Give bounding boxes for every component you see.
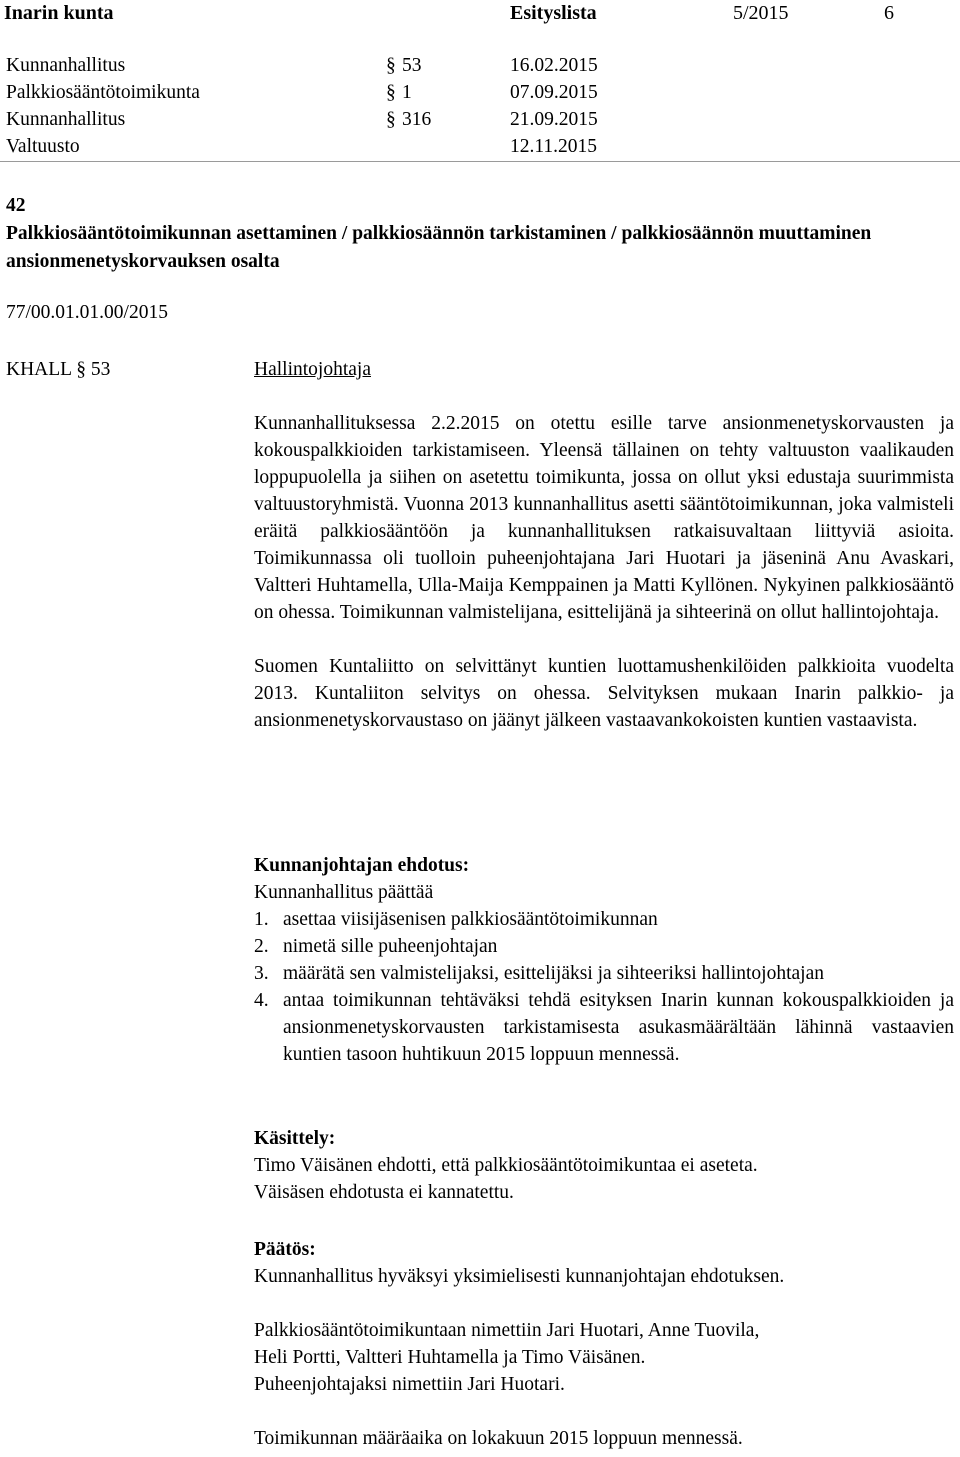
section-sign: §	[386, 109, 396, 130]
handling-line-1: Timo Väisänen ehdotti, että palkkiosääntötoimikuntaa ei aseteta.	[254, 1155, 758, 1176]
decision-heading: Päätös:	[254, 1239, 316, 1260]
document-type: Esityslista	[510, 2, 597, 24]
section-body: Kunnanhallitus	[6, 109, 126, 130]
section-date: 21.09.2015	[510, 109, 598, 130]
preparer-link[interactable]: Hallintojohtaja	[254, 359, 371, 380]
issue-number: 5/2015	[733, 2, 789, 24]
decision-chair: Puheenjohtajaksi nimettiin Jari Huotari.	[254, 1374, 565, 1395]
section-row	[6, 106, 646, 133]
section-sign: §	[386, 82, 396, 103]
decision-deadline: Toimikunnan määräaika on lokakuun 2015 loppuun mennessä.	[254, 1428, 743, 1449]
decision-members-2: Heli Portti, Valtteri Huhtamella ja Timo Väisänen.	[254, 1347, 646, 1368]
background-paragraph-1: Kunnanhallituksessa 2.2.2015 on otettu esille tarve ansionmenetyskorvausten ja kokouspalkkioiden tarkistamiseen. Yleensä tällainen on tehty valtuuston vaalikauden loppupuolella ja siihen on asetettu toimikunta, jossa on ollut yksi edustaja suurimmista valtuustoryhmistä. Vuonna 2013 kunnanhallitus asetti sääntötoimikunnan, joka valmisteli eräitä palkkiosääntöön ja kunnanhallituksen ratkaisuvaltaan liittyviä asioita. Toimikunnassa oli tuolloin puheenjohtajana Jari Huotari ja jäseninä Anu Avaskari, Valtteri Huhtamella, Ulla-Maija Kemppainen ja Matti Kyllönen. Nykyinen palkkiosääntö on ohessa. Toimikunnan valmistelijana, esittelijänä ja sihteerinä on ollut hallintojohtaja.	[254, 413, 954, 623]
section-number: 316	[402, 109, 432, 130]
proposal-section	[254, 852, 954, 1068]
khall-reference: KHALL § 53	[6, 359, 111, 380]
item-number: 42	[6, 195, 26, 216]
section-body: Kunnanhallitus	[6, 55, 126, 76]
section-body: Palkkiosääntötoimikunta	[6, 82, 200, 103]
proposal-item-text: asettaa viisijäsenisen palkkiosääntötoimikunnan	[283, 909, 658, 930]
handling-section	[254, 1125, 954, 1206]
background-section	[254, 410, 954, 734]
section-sign: §	[386, 55, 396, 76]
proposal-item-number: 4.	[254, 990, 269, 1011]
section-date: 16.02.2015	[510, 55, 598, 76]
proposal-item-number: 2.	[254, 936, 269, 957]
handling-heading: Käsittely:	[254, 1128, 336, 1149]
proposal-item-number: 1.	[254, 909, 269, 930]
header-divider	[0, 161, 960, 162]
section-number: 53	[402, 55, 422, 76]
section-row	[6, 133, 646, 160]
proposal-item	[254, 933, 954, 960]
section-row	[6, 79, 646, 106]
proposal-item	[254, 906, 954, 933]
decision-members-1: Palkkiosääntötoimikuntaan nimettiin Jari Huotari, Anne Tuovila,	[254, 1320, 760, 1341]
section-date: 12.11.2015	[510, 136, 598, 157]
proposal-heading: Kunnanjohtajan ehdotus:	[254, 855, 470, 876]
proposal-list	[254, 906, 954, 1068]
section-body: Valtuusto	[6, 136, 80, 157]
proposal-item-text: nimetä sille puheenjohtajan	[283, 936, 498, 957]
proposal-item	[254, 960, 954, 987]
section-number: 1	[402, 82, 412, 103]
proposal-item-number: 3.	[254, 963, 269, 984]
record-id: 77/00.01.01.00/2015	[6, 302, 168, 323]
proposal-intro: Kunnanhallitus päättää	[254, 882, 434, 903]
proposal-item-text: määrätä sen valmistelijaksi, esittelijäksi ja sihteeriksi hallintojohtajan	[283, 963, 824, 984]
page-number: 6	[884, 2, 894, 24]
handling-line-2: Väisäsen ehdotusta ei kannatettu.	[254, 1182, 514, 1203]
proposal-item	[254, 987, 954, 1068]
section-row	[6, 52, 646, 79]
proposal-item-text: antaa toimikunnan tehtäväksi tehdä esityksen Inarin kunnan kokouspalkkioiden ja ansionmenetyskorvausten tarkistamisesta asukasmäärältään lähinnä vastaavien kuntien tasoon huhtikuun 2015 loppuun mennessä.	[283, 990, 954, 1065]
municipality-name: Inarin kunta	[4, 2, 114, 24]
decision-section	[254, 1236, 954, 1452]
item-title: Palkkiosääntötoimikunnan asettaminen / palkkiosäännön tarkistaminen / palkkiosäännön muuttaminen ansionmenetyskorvauksen osalta	[6, 223, 872, 272]
decision-line-1: Kunnanhallitus hyväksyi yksimielisesti kunnanjohtajan ehdotuksen.	[254, 1266, 785, 1287]
section-date: 07.09.2015	[510, 82, 598, 103]
background-paragraph-2: Suomen Kuntaliitto on selvittänyt kuntien luottamushenkilöiden palkkioita vuodelta 2013. Kuntaliiton selvitys on ohessa. Selvityksen mukaan Inarin palkkio- ja ansionmenetyskorvaustaso on jäänyt jälkeen vastaavankokoisten kuntien vastaavista.	[254, 656, 954, 731]
